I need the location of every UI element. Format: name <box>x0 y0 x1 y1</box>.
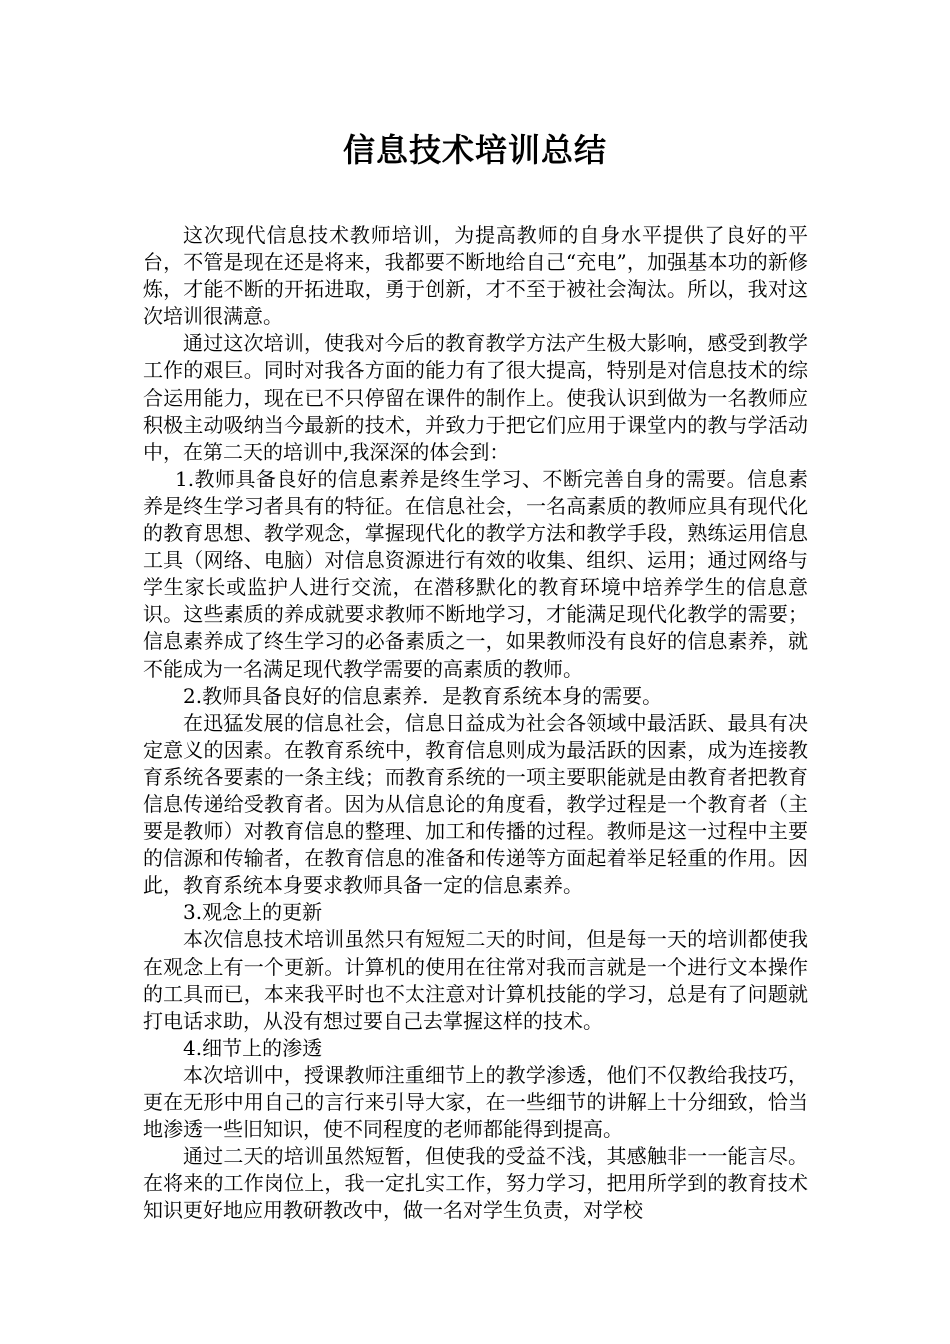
paragraph-point-4-heading: 4.细节上的渗透 <box>183 1035 323 1060</box>
document-title: 信息技术培训总结 <box>342 131 607 169</box>
paragraph-impact: 通过这次培训，使我对今后的教育教学方法产生极大影响，感受到教学工作的艰巨。同时对我各方面的能力有了很大提高，特别是对信息技术的综合运用能力，现在已不只停留在课件的制作上。使我认识到做为一名教师应积极主动吸纳当今最新的技术，并致力于把它们应用于课堂内的教与学活动中，在第二天的培训中,我深深的体会到： <box>143 331 808 464</box>
paragraph-point-2-heading: 2.教师具备良好的信息素养．是教育系统本身的需要。 <box>183 683 663 708</box>
document-body <box>143 222 808 1224</box>
paragraph-point-1: 1.教师具备良好的信息素养是终生学习、不断完善自身的需要。信息素养是终生学习者具有的特征。在信息社会，一名高素质的教师应具有现代化的教育思想、教学观念，掌握现代化的教学方法和教学手段，熟练运用信息工具（网络、电脑）对信息资源进行有效的收集、组织、运用；通过网络与学生家长或监护人进行交流，在潜移默化的教育环境中培养学生的信息意识。这些素质的养成就要求教师不断地学习，才能满足现代化教学的需要；信息素养成了终生学习的必备素质之一，如果教师没有良好的信息素养，就不能成为一名满足现代教学需要的高素质的教师。 <box>143 466 808 681</box>
paragraph-point-3-body: 本次信息技术培训虽然只有短短二天的时间，但是每一天的培训都使我在观念上有一个更新。计算机的使用在往常对我而言就是一个进行文本操作的工具而已，本来我平时也不太注意对计算机技能的学习，总是有了问题就打电话求助，从没有想过要自己去掌握这样的技术。 <box>143 927 808 1033</box>
paragraph-point-3-heading: 3.观念上的更新 <box>183 900 323 925</box>
paragraph-point-4-body: 本次培训中，授课教师注重细节上的教学渗透，他们不仅教给我技巧，更在无形中用自己的言行来引导大家，在一些细节的讲解上十分细致，恰当地渗透一些旧知识，使不同程度的老师都能得到提高。 <box>143 1062 808 1142</box>
paragraph-intro: 这次现代信息技术教师培训，为提高教师的自身水平提供了良好的平台，不管是现在还是将来，我都要不断地给自己“充电”，加强基本功的新修炼，才能不断的开拓进取，勇于创新，才不至于被社会淘汰。所以，我对这次培训很满意。 <box>143 223 808 329</box>
paragraph-conclusion: 通过二天的培训虽然短暂，但使我的受益不浅，其感触非一一能言尽。在将来的工作岗位上，我一定扎实工作，努力学习，把用所学到的教育技术知识更好地应用教研教改中，做一名对学生负责，对学校 <box>143 1144 808 1223</box>
paragraph-point-2-body: 在迅猛发展的信息社会，信息日益成为社会各领域中最活跃、最具有决定意义的因素。在教育系统中，教育信息则成为最活跃的因素，成为连接教育系统各要素的一条主线；而教育系统的一项主要职能就是由教育者把教育信息传递给受教育者。因为从信息论的角度看，教学过程是一个教育者（主要是教师）对教育信息的整理、加工和传播的过程。教师是这一过程中主要的信源和传输者，在教育信息的准备和传递等方面起着举足轻重的作用。因此，教育系统本身要求教师具备一定的信息素养。 <box>143 710 808 898</box>
